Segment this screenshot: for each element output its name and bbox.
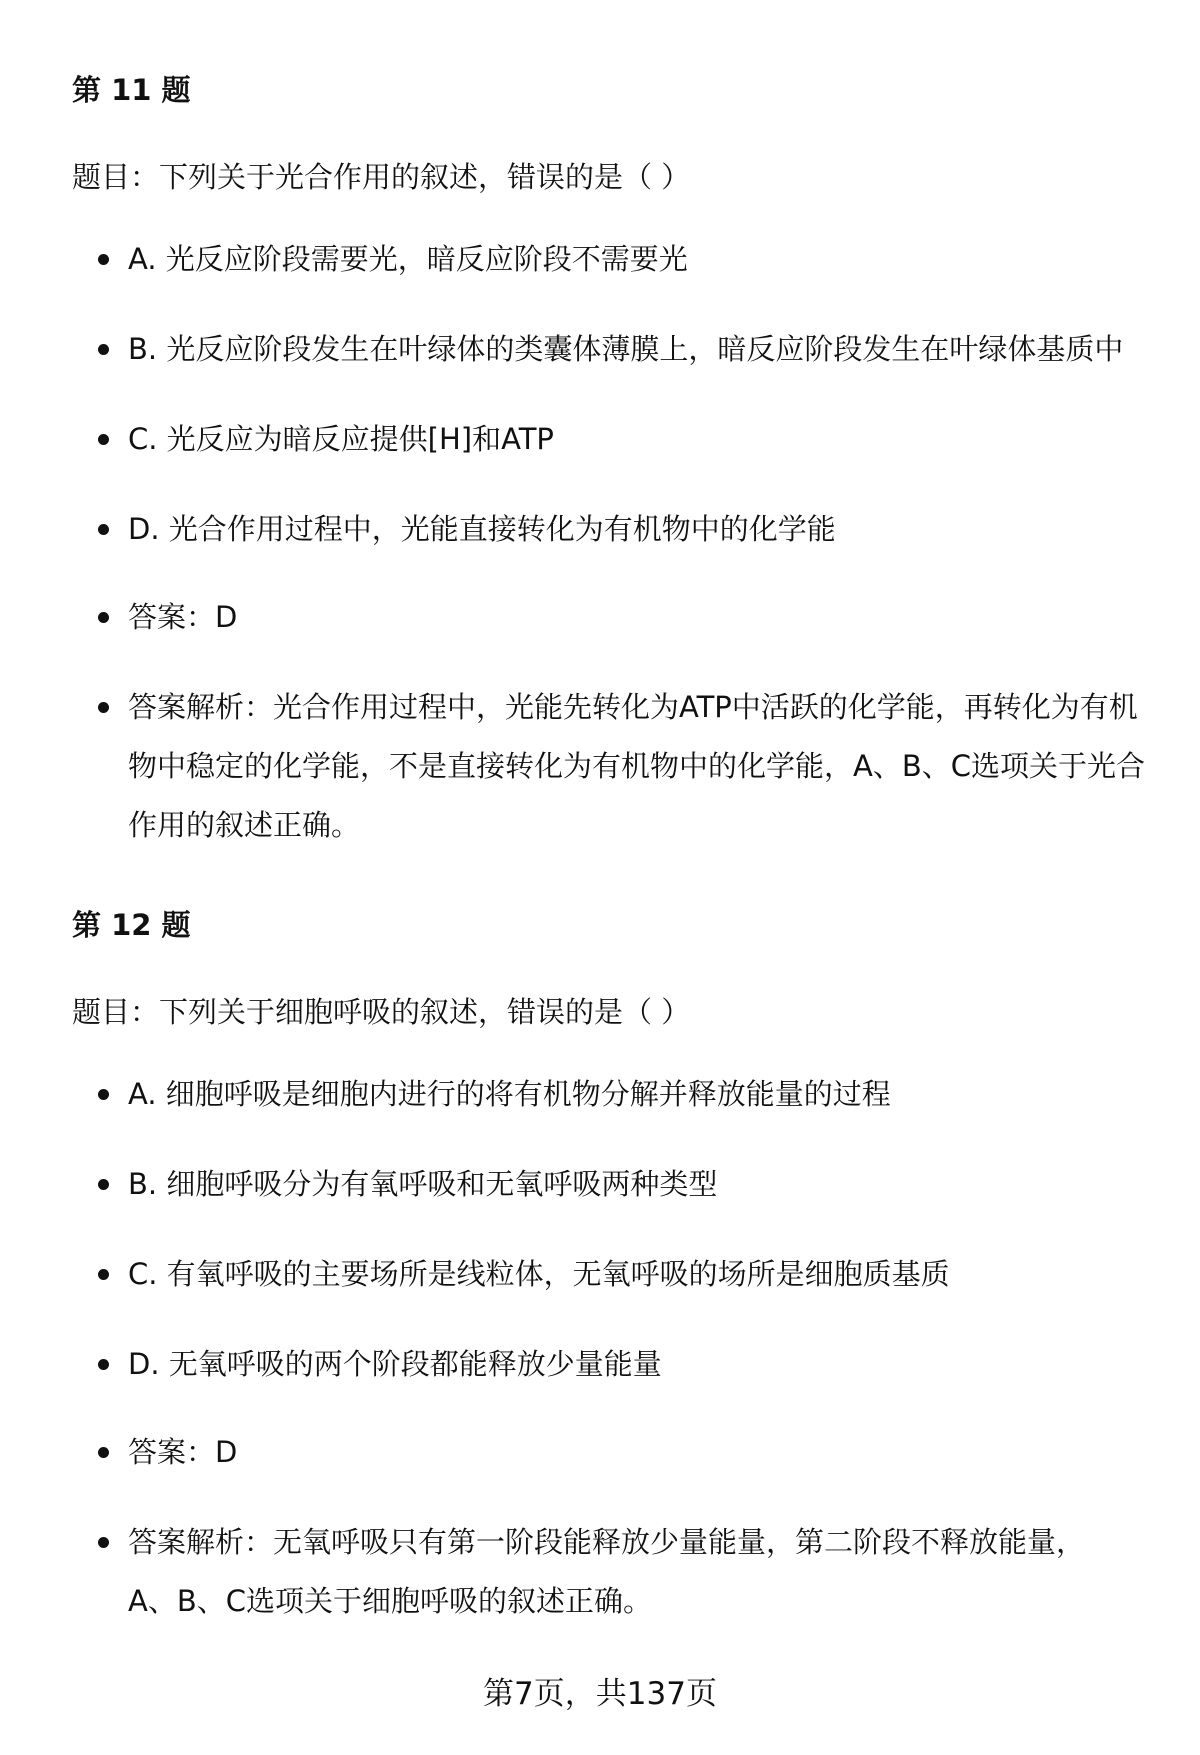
bullet-icon — [98, 612, 109, 623]
option-text: C. 光反应为暗反应提供[H]和ATP — [128, 422, 554, 456]
bullet-icon — [98, 254, 109, 265]
bullet-icon — [98, 1269, 109, 1280]
option-b — [128, 1155, 1148, 1214]
option-text: C. 有氧呼吸的主要场所是线粒体，无氧呼吸的场所是细胞质基质 — [128, 1257, 950, 1291]
bullet-icon — [98, 1089, 109, 1100]
explanation-text: 答案解析：光合作用过程中，光能先转化为ATP中活跃的化学能，再转化为有机物中稳定的化学能，不是直接转化为有机物中的化学能，A、B、C选项关于光合作用的叙述正确。 — [128, 690, 1145, 842]
bullet-icon — [98, 434, 109, 445]
answer-explanation — [128, 1513, 1088, 1631]
answer-text: 答案：D — [128, 1435, 238, 1469]
bullet-icon — [98, 1537, 109, 1548]
answer-text: 答案：D — [128, 600, 238, 634]
option-text: B. 细胞呼吸分为有氧呼吸和无氧呼吸两种类型 — [128, 1167, 718, 1201]
answer — [128, 1423, 1148, 1482]
bullet-icon — [98, 1179, 109, 1190]
option-a — [128, 230, 1148, 289]
option-b — [128, 320, 1148, 379]
option-text: D. 光合作用过程中，光能直接转化为有机物中的化学能 — [128, 512, 836, 546]
answer — [128, 588, 1148, 647]
bullet-icon — [98, 702, 109, 713]
bullet-icon — [98, 1447, 109, 1458]
bullet-icon — [98, 344, 109, 355]
question-stem: 题目：下列关于光合作用的叙述，错误的是（ ） — [72, 160, 691, 194]
page-number: 第7页，共137页 — [483, 1676, 717, 1712]
option-d — [128, 500, 1148, 559]
question-stem: 题目：下列关于细胞呼吸的叙述，错误的是（ ） — [72, 995, 691, 1029]
option-c — [128, 410, 1148, 469]
question-heading: 第 11 题 — [72, 73, 191, 107]
option-c — [128, 1245, 1148, 1304]
option-text: B. 光反应阶段发生在叶绿体的类囊体薄膜上，暗反应阶段发生在叶绿体基质中 — [128, 332, 1124, 366]
bullet-icon — [98, 1359, 109, 1370]
option-text: A. 光反应阶段需要光，暗反应阶段不需要光 — [128, 242, 688, 276]
option-d — [128, 1335, 1148, 1394]
option-a — [128, 1065, 1148, 1124]
bullet-icon — [98, 524, 109, 535]
option-text: D. 无氧呼吸的两个阶段都能释放少量能量 — [128, 1347, 662, 1381]
option-text: A. 细胞呼吸是细胞内进行的将有机物分解并释放能量的过程 — [128, 1077, 891, 1111]
answer-explanation — [128, 678, 1148, 855]
question-heading: 第 12 题 — [72, 908, 191, 942]
explanation-text: 答案解析：无氧呼吸只有第一阶段能释放少量能量，第二阶段不释放能量，A、B、C选项关于细胞呼吸的叙述正确。 — [128, 1525, 1086, 1618]
